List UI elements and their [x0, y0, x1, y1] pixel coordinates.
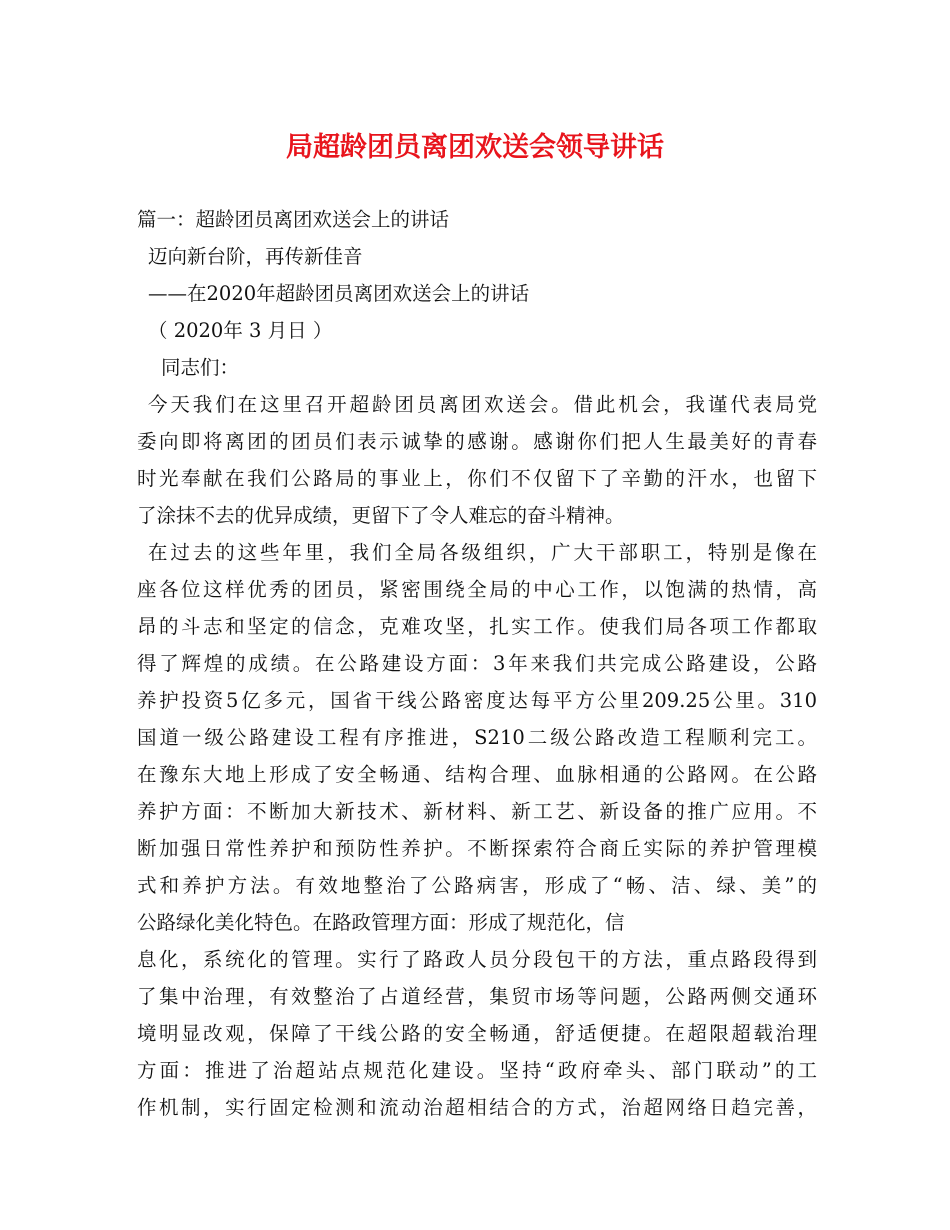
document-body: [137, 201, 817, 1126]
paragraph-line: 式和养护方法。有效地整治了公路病害，形成了“畅、洁、绿、美”的: [137, 874, 817, 897]
paragraph-line: 今天我们在这里召开超龄团员离团欢送会。借此机会，我谨代表局党: [148, 393, 817, 416]
paragraph-line: 方面：推进了治超站点规范化建设。坚持“政府牵头、部门联动”的工: [137, 1059, 817, 1082]
paragraph-line: 息化，系统化的管理。实行了路政人员分段包干的方法，重点路段得到: [137, 948, 817, 971]
speech-subtitle: ——在2020年超龄团员离团欢送会上的讲话: [148, 282, 530, 305]
paragraph-line: 得了辉煌的成绩。在公路建设方面：3年来我们共完成公路建设，公路: [137, 652, 817, 675]
speech-date: （ 2020年 3 月日 ）: [148, 319, 333, 342]
paragraph-line: 养护方面：不断加大新技术、新材料、新工艺、新设备的推广应用。不: [137, 800, 817, 823]
paragraph-line: 断加强日常性养护和预防性养护。不断探索符合商丘实际的养护管理模: [137, 837, 817, 860]
section-heading: 篇一：超龄团员离团欢送会上的讲话: [137, 208, 450, 231]
paragraph-line: 作机制，实行固定检测和流动治超相结合的方式，治超网络日趋完善，: [137, 1096, 817, 1119]
paragraph-line: 时光奉献在我们公路局的事业上，你们不仅留下了辛勤的汗水，也留下: [137, 467, 817, 490]
paragraph-line: 了涂抹不去的优异成绩，更留下了令人难忘的奋斗精神。: [137, 504, 625, 527]
paragraph-line: 养护投资5亿多元，国省干线公路密度达每平方公里209.25公里。310: [137, 689, 817, 712]
paragraph-line: 境明显改观，保障了干线公路的安全畅通，舒适便捷。在超限超载治理: [137, 1022, 817, 1045]
document-title: 局超龄团员离团欢送会领导讲话: [286, 132, 664, 163]
paragraph-line: 在豫东大地上形成了安全畅通、结构合理、血脉相通的公路网。在公路: [137, 763, 817, 786]
paragraph-line: 公路绿化美化特色。在路政管理方面：形成了规范化，信: [137, 911, 625, 934]
paragraph-line: 在过去的这些年里，我们全局各级组织，广大干部职工，特别是像在: [148, 541, 817, 564]
paragraph-line: 座各位这样优秀的团员，紧密围绕全局的中心工作，以饱满的热情，高: [137, 578, 817, 601]
paragraph-line: 国道一级公路建设工程有序推进，S210二级公路改造工程顺利完工。: [137, 726, 817, 749]
paragraph-line: 昂的斗志和坚定的信念，克难攻坚，扎实工作。使我们局各项工作都取: [137, 615, 817, 638]
speech-title: 迈向新台阶，再传新佳音: [148, 245, 363, 268]
paragraph-line: 了集中治理，有效整治了占道经营，集贸市场等问题，公路两侧交通环: [137, 985, 817, 1008]
salutation: 同志们：: [161, 356, 240, 379]
paragraph-line: 委向即将离团的团员们表示诚挚的感谢。感谢你们把人生最美好的青春: [137, 430, 817, 453]
